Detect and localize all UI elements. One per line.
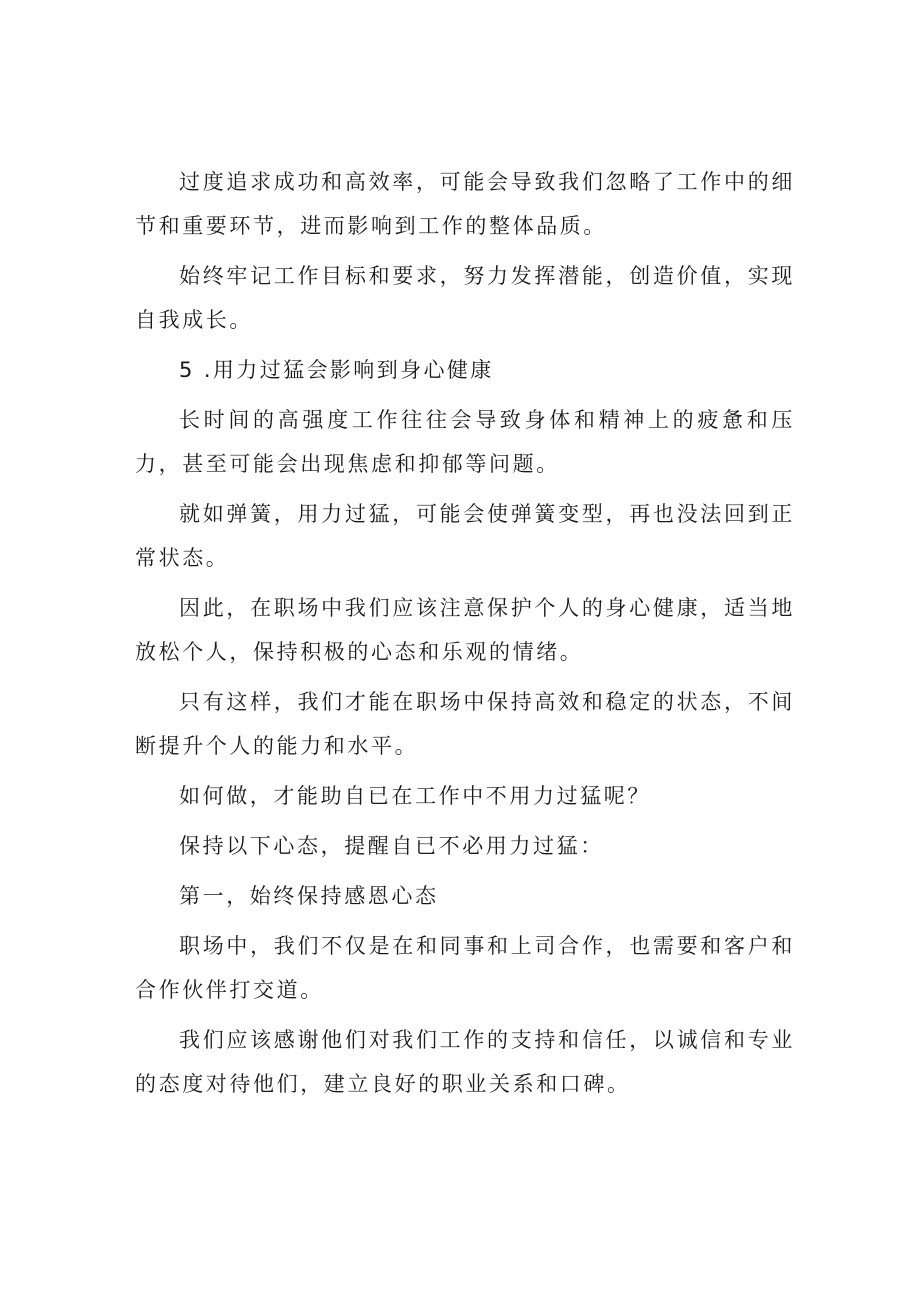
document-body: [135, 160, 795, 1106]
paragraph: 过度追求成功和高效率，可能会导致我们忽略了工作中的细节和重要环节，进而影响到工作的整体品质。: [135, 170, 795, 238]
paragraph: 始终牢记工作目标和要求，努力发挥潜能，创造价值，实现自我成长。: [135, 264, 795, 332]
paragraph: 保持以下心态，提醒自已不必用力过猛：: [179, 834, 604, 858]
paragraph: 只有这样，我们才能在职场中保持高效和稳定的状态，不间断提升个人的能力和水平。: [135, 690, 795, 758]
section-heading: 5 .用力过猛会影响到身心健康: [179, 358, 494, 382]
paragraph: 因此，在职场中我们应该注意保护个人的身心健康，适当地放松个人，保持积极的心态和乐观的情绪。: [135, 596, 795, 664]
paragraph: 如何做，才能助自已在工作中不用力过猛呢？: [179, 784, 651, 808]
paragraph: 就如弹簧，用力过猛，可能会使弹簧变型，再也没法回到正常状态。: [135, 502, 795, 570]
paragraph: 第一，始终保持感恩心态: [179, 884, 439, 908]
paragraph: 我们应该感谢他们对我们工作的支持和信任，以诚信和专业的态度对待他们，建立良好的职业关系和口碑。: [135, 1028, 795, 1096]
paragraph: 职场中，我们不仅是在和同事和上司合作，也需要和客户和合作伙伴打交道。: [135, 934, 795, 1002]
paragraph: 长时间的高强度工作往往会导致身体和精神上的疲惫和压力，甚至可能会出现焦虑和抑郁等问题。: [135, 408, 795, 476]
